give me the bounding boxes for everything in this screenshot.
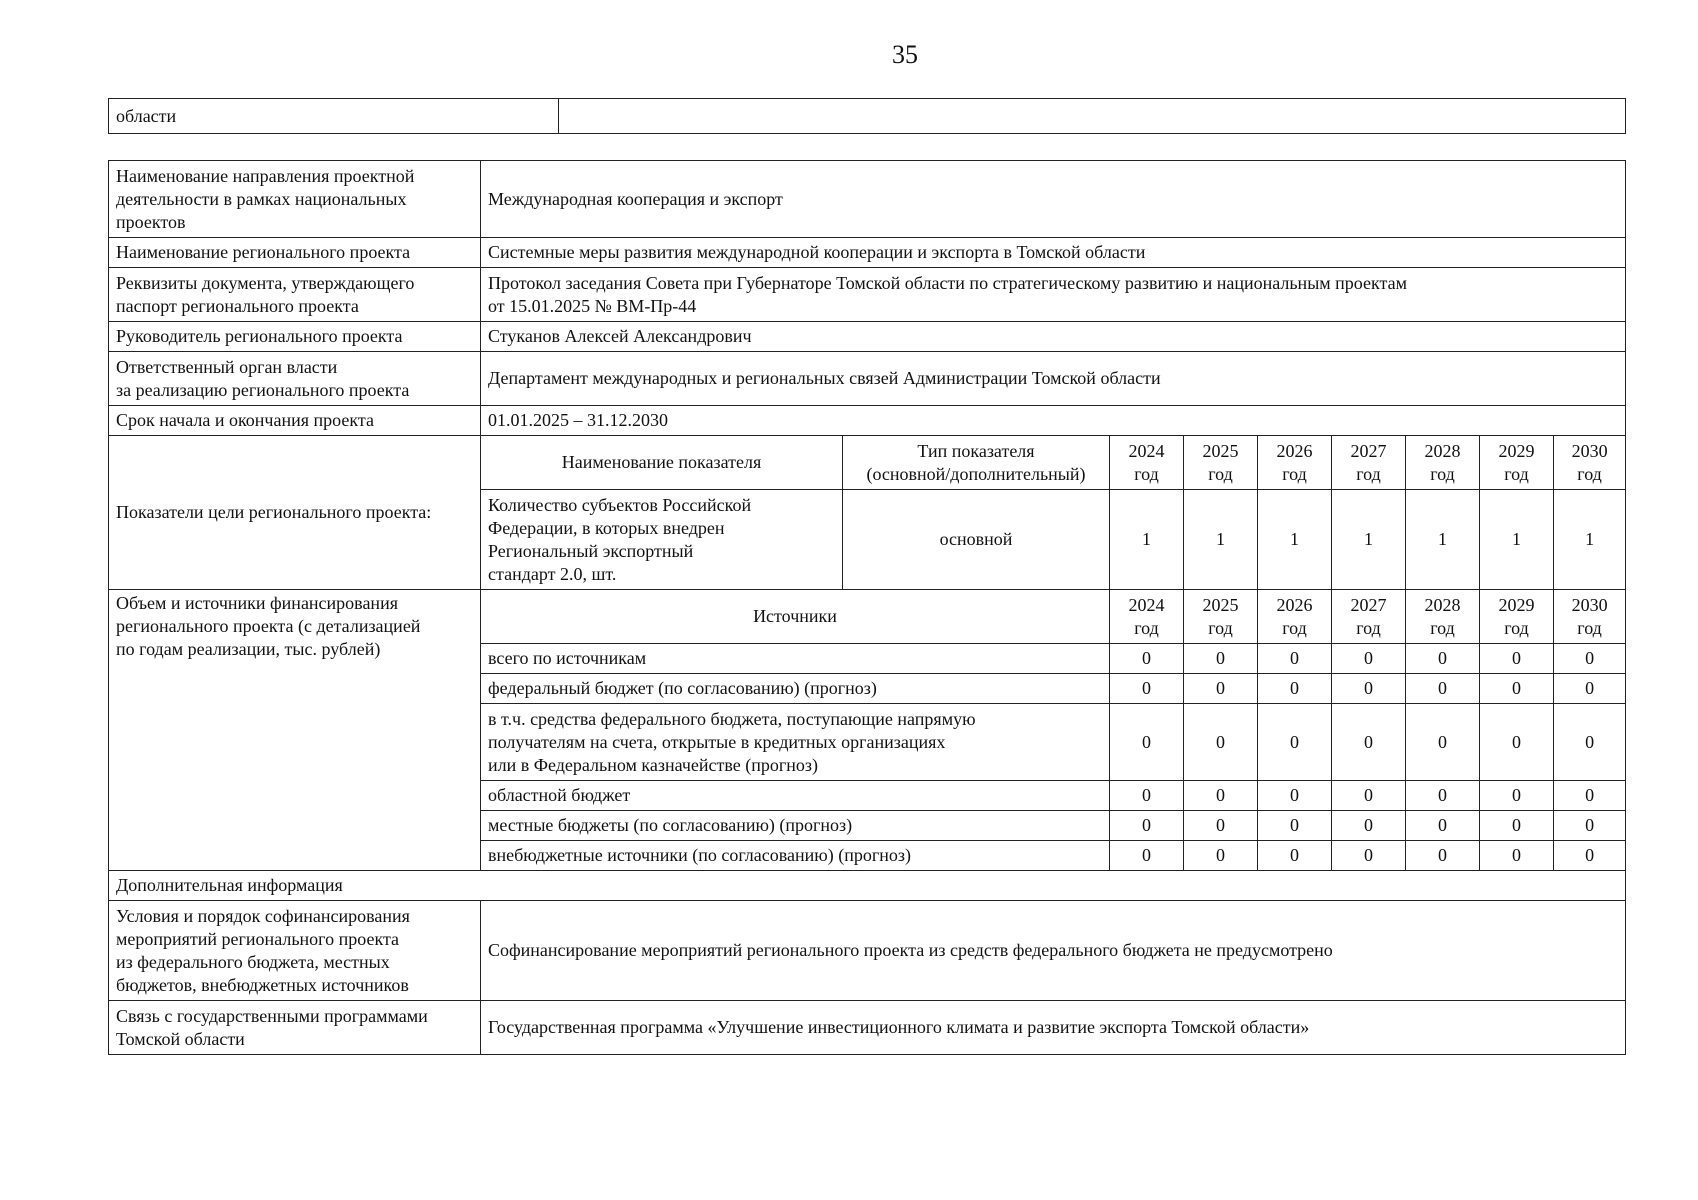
financing-value: 0 xyxy=(1406,841,1480,871)
financing-value: 0 xyxy=(1554,674,1626,704)
financing-value: 0 xyxy=(1258,644,1332,674)
financing-value: 0 xyxy=(1332,644,1406,674)
additional-title: Дополнительная информация xyxy=(109,871,1626,901)
year-header: 2027 год xyxy=(1332,590,1406,644)
period-label: Срок начала и окончания проекта xyxy=(109,406,481,436)
financing-value: 0 xyxy=(1258,674,1332,704)
continuation-left-cell: области xyxy=(109,99,559,134)
financing-value: 0 xyxy=(1480,781,1554,811)
head-label: Руководитель регионального проекта xyxy=(109,322,481,352)
cofinancing-value: Софинансирование мероприятий регионального проекта из средств федерального бюджета не предусмотрено xyxy=(481,901,1626,1001)
financing-value: 0 xyxy=(1258,811,1332,841)
indicator-value: 1 xyxy=(1332,490,1406,590)
project-passport-table xyxy=(108,160,1626,1055)
indicator-type-header: Тип показателя (основной/дополнительный) xyxy=(843,436,1110,490)
continuation-right-cell xyxy=(559,99,1626,134)
financing-source: федеральный бюджет (по согласованию) (прогноз) xyxy=(481,674,1110,704)
additional-title-row xyxy=(109,871,1626,901)
year-header: 2025 год xyxy=(1184,590,1258,644)
project-name-value: Системные меры развития международной кооперации и экспорта в Томской области xyxy=(481,238,1626,268)
year-header: 2026 год xyxy=(1258,436,1332,490)
financing-value: 0 xyxy=(1184,841,1258,871)
financing-value: 0 xyxy=(1332,781,1406,811)
document-row xyxy=(109,268,1626,322)
financing-value: 0 xyxy=(1480,674,1554,704)
indicator-name-header: Наименование показателя xyxy=(481,436,843,490)
indicator-value: 1 xyxy=(1554,490,1626,590)
programs-label: Связь с государственными программами Томской области xyxy=(109,1001,481,1055)
year-header: 2030 год xyxy=(1554,590,1626,644)
financing-value: 0 xyxy=(1480,811,1554,841)
page-number: 35 xyxy=(892,40,918,69)
indicator-value: 1 xyxy=(1110,490,1184,590)
cofinancing-label: Условия и порядок софинансирования мероприятий регионального проекта из федерального бюджета, местных бюджетов, внебюджетных источников xyxy=(109,901,481,1001)
financing-value: 0 xyxy=(1406,781,1480,811)
indicator-value: 1 xyxy=(1184,490,1258,590)
authority-row xyxy=(109,352,1626,406)
financing-value: 0 xyxy=(1110,841,1184,871)
financing-value: 0 xyxy=(1554,841,1626,871)
financing-value: 0 xyxy=(1406,704,1480,781)
financing-value: 0 xyxy=(1554,704,1626,781)
financing-value: 0 xyxy=(1554,811,1626,841)
document-label: Реквизиты документа, утверждающего паспорт регионального проекта xyxy=(109,268,481,322)
financing-value: 0 xyxy=(1110,644,1184,674)
indicators-label: Показатели цели регионального проекта: xyxy=(109,436,481,590)
direction-value: Международная кооперация и экспорт xyxy=(481,161,1626,238)
sources-header: Источники xyxy=(481,590,1110,644)
financing-value: 0 xyxy=(1184,781,1258,811)
indicators-header-row xyxy=(109,436,1626,490)
financing-value: 0 xyxy=(1406,674,1480,704)
financing-value: 0 xyxy=(1332,704,1406,781)
project-name-label: Наименование регионального проекта xyxy=(109,238,481,268)
year-header: 2027 год xyxy=(1332,436,1406,490)
financing-source: внебюджетные источники (по согласованию) (прогноз) xyxy=(481,841,1110,871)
indicator-value: 1 xyxy=(1480,490,1554,590)
financing-source: областной бюджет xyxy=(481,781,1110,811)
financing-value: 0 xyxy=(1110,811,1184,841)
financing-value: 0 xyxy=(1480,841,1554,871)
year-header: 2030 год xyxy=(1554,436,1626,490)
financing-value: 0 xyxy=(1332,841,1406,871)
financing-value: 0 xyxy=(1110,704,1184,781)
year-header: 2026 год xyxy=(1258,590,1332,644)
financing-label: Объем и источники финансирования регионального проекта (с детализацией по годам реализации, тыс. рублей) xyxy=(109,590,481,871)
document-value: Протокол заседания Совета при Губернаторе Томской области по стратегическому развитию и национальным проектам от 15.01.2025 № ВМ-Пр-44 xyxy=(481,268,1626,322)
period-row xyxy=(109,406,1626,436)
financing-value: 0 xyxy=(1554,644,1626,674)
year-header: 2029 год xyxy=(1480,436,1554,490)
cofinancing-row xyxy=(109,901,1626,1001)
financing-source: всего по источникам xyxy=(481,644,1110,674)
financing-value: 0 xyxy=(1184,674,1258,704)
authority-label: Ответственный орган власти за реализацию регионального проекта xyxy=(109,352,481,406)
indicator-value: 1 xyxy=(1406,490,1480,590)
financing-value: 0 xyxy=(1184,704,1258,781)
period-value: 01.01.2025 – 31.12.2030 xyxy=(481,406,1626,436)
financing-value: 0 xyxy=(1110,674,1184,704)
financing-source: в т.ч. средства федерального бюджета, поступающие напрямую получателям на счета, открытые в кредитных организациях или в Федеральном казначействе (прогноз) xyxy=(481,704,1110,781)
indicator-name: Количество субъектов Российской Федерации, в которых внедрен Региональный экспортный стандарт 2.0, шт. xyxy=(481,490,843,590)
indicator-value: 1 xyxy=(1258,490,1332,590)
year-header: 2025 год xyxy=(1184,436,1258,490)
authority-value: Департамент международных и региональных связей Администрации Томской области xyxy=(481,352,1626,406)
continuation-table xyxy=(108,98,1626,134)
year-header: 2028 год xyxy=(1406,436,1480,490)
year-header: 2029 год xyxy=(1480,590,1554,644)
financing-header-row xyxy=(109,590,1626,644)
financing-value: 0 xyxy=(1480,704,1554,781)
financing-value: 0 xyxy=(1184,644,1258,674)
year-header: 2024 год xyxy=(1110,590,1184,644)
financing-value: 0 xyxy=(1184,811,1258,841)
financing-value: 0 xyxy=(1554,781,1626,811)
direction-row xyxy=(109,161,1626,238)
financing-value: 0 xyxy=(1406,644,1480,674)
financing-value: 0 xyxy=(1332,674,1406,704)
financing-value: 0 xyxy=(1258,704,1332,781)
programs-value: Государственная программа «Улучшение инвестиционного климата и развитие экспорта Томской области» xyxy=(481,1001,1626,1055)
project-name-row xyxy=(109,238,1626,268)
year-header: 2028 год xyxy=(1406,590,1480,644)
programs-row xyxy=(109,1001,1626,1055)
indicator-type: основной xyxy=(843,490,1110,590)
continuation-row xyxy=(109,99,1626,134)
financing-value: 0 xyxy=(1258,781,1332,811)
head-value: Стуканов Алексей Александрович xyxy=(481,322,1626,352)
financing-source: местные бюджеты (по согласованию) (прогноз) xyxy=(481,811,1110,841)
financing-value: 0 xyxy=(1406,811,1480,841)
financing-value: 0 xyxy=(1332,811,1406,841)
financing-value: 0 xyxy=(1110,781,1184,811)
direction-label: Наименование направления проектной деятельности в рамках национальных проектов xyxy=(109,161,481,238)
financing-value: 0 xyxy=(1258,841,1332,871)
financing-value: 0 xyxy=(1480,644,1554,674)
head-row xyxy=(109,322,1626,352)
year-header: 2024 год xyxy=(1110,436,1184,490)
